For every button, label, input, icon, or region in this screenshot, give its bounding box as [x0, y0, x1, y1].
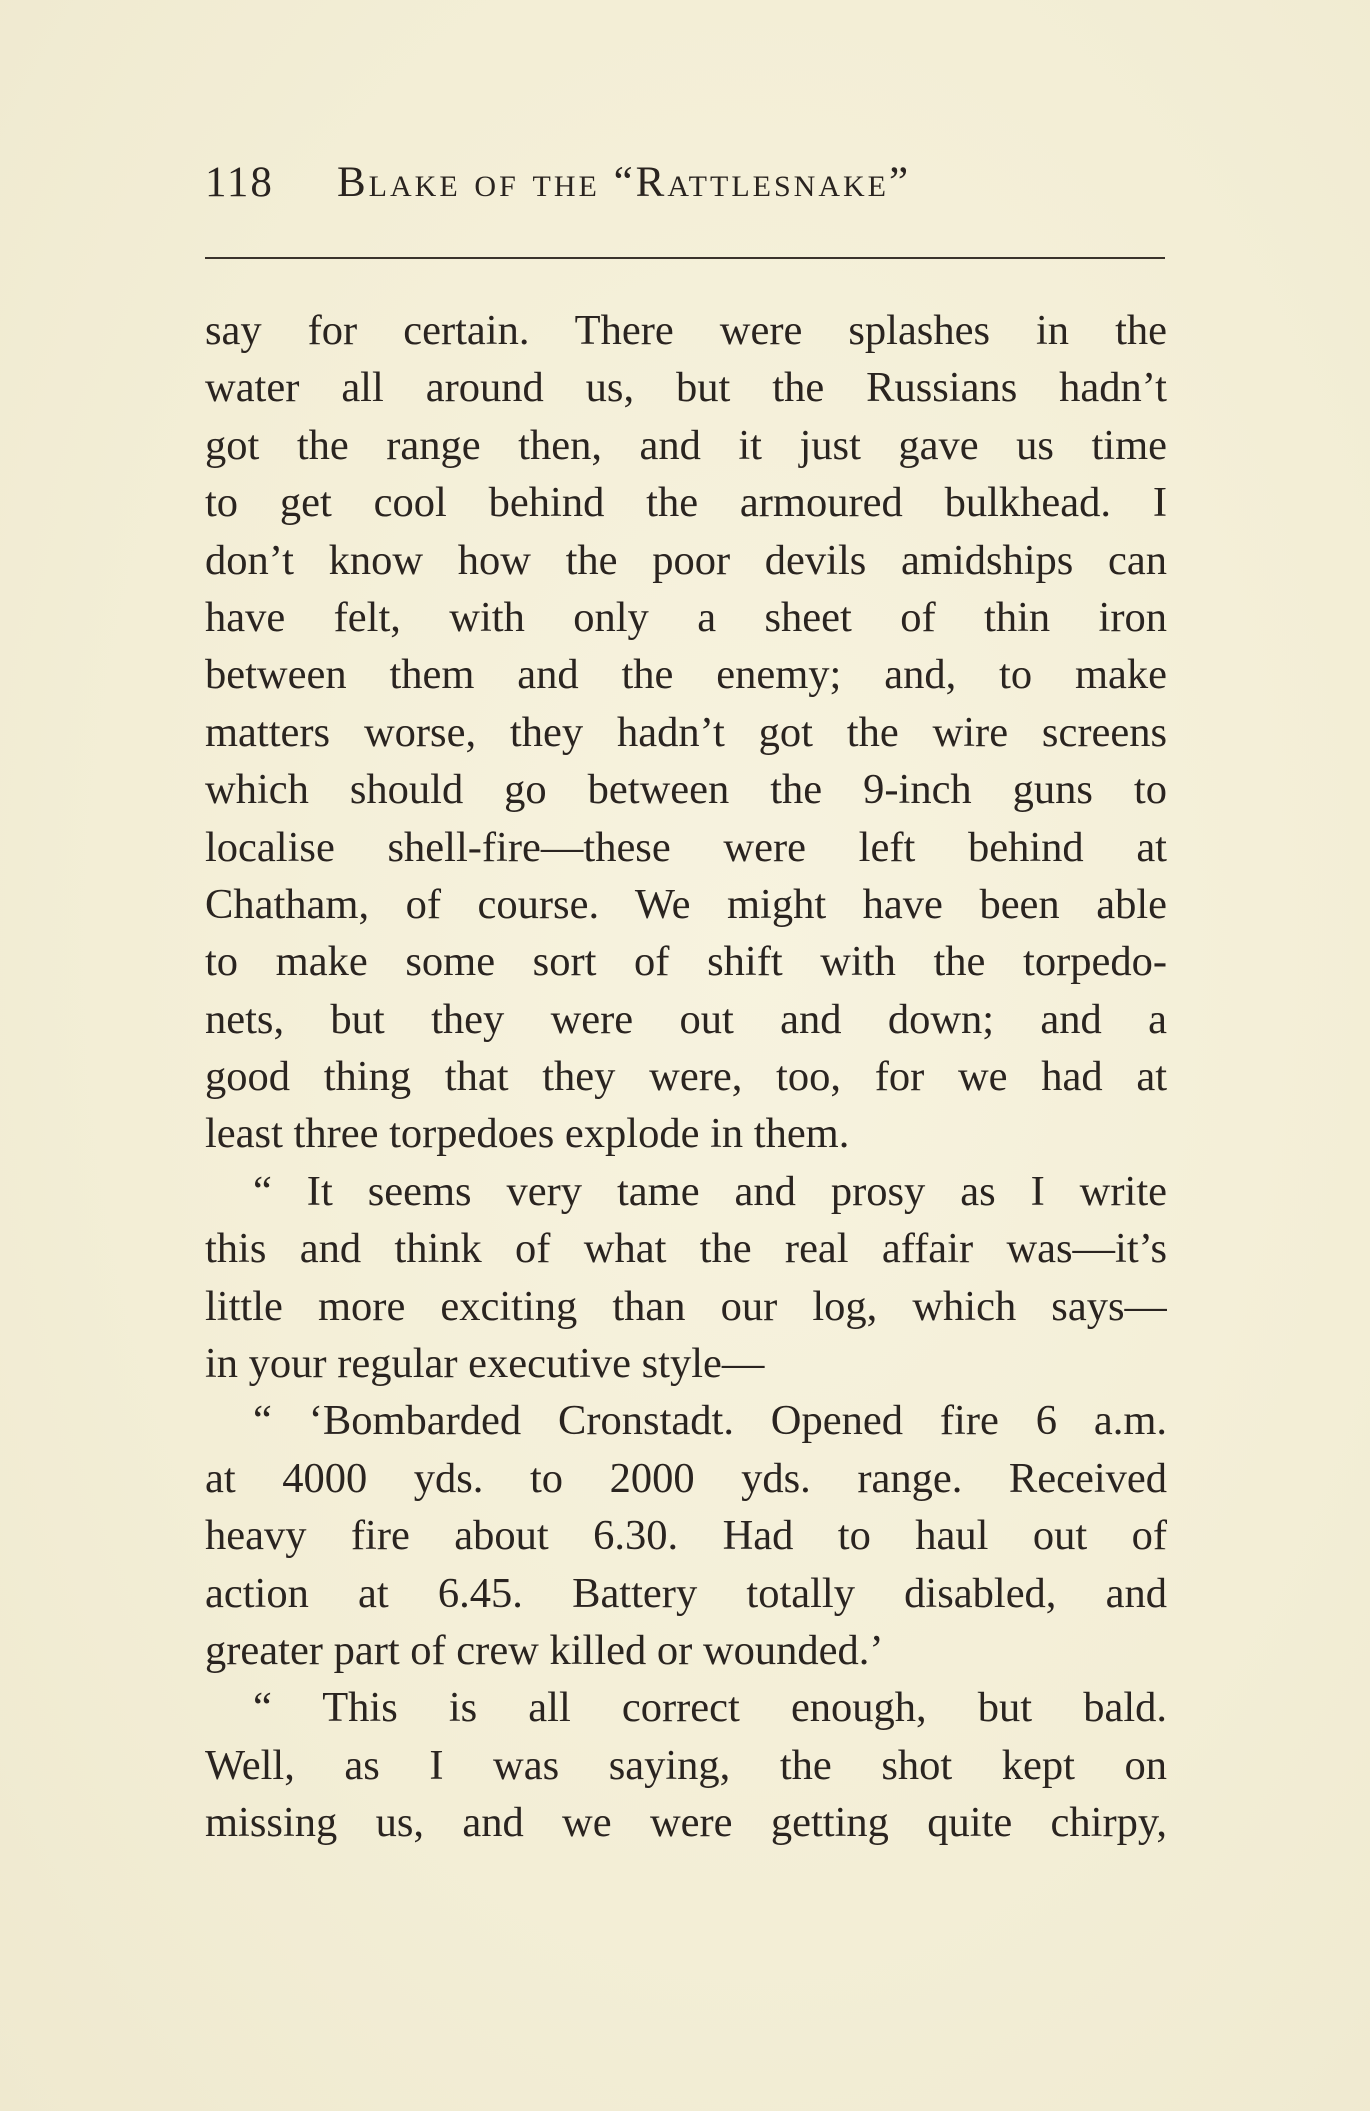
- text-line: good thing that they were, too, for we had at: [205, 1053, 1167, 1101]
- text-line: nets, but they were out and down; and a: [205, 995, 1167, 1043]
- text-line: matters worse, they hadn’t got the wire screens: [205, 708, 1167, 756]
- text-line: least three torpedoes explode in them.: [205, 1110, 850, 1158]
- text-line: missing us, and we were getting quite chirpy,: [205, 1799, 1167, 1847]
- text-line: water all around us, but the Russians hadn’t: [205, 364, 1167, 412]
- text-line: at 4000 yds. to 2000 yds. range. Received: [205, 1454, 1167, 1502]
- text-line: to make some sort of shift with the torpedo-: [205, 938, 1167, 986]
- body-text: [205, 302, 1167, 1852]
- text-line: to get cool behind the armoured bulkhead. I: [205, 479, 1167, 527]
- text-line: “ This is all correct enough, but bald.: [253, 1684, 1167, 1732]
- text-line: “ ‘Bombarded Cronstadt. Opened fire 6 a.m.: [253, 1397, 1167, 1445]
- text-line: in your regular executive style—: [205, 1340, 765, 1388]
- text-line: don’t know how the poor devils amidships can: [205, 536, 1167, 584]
- text-line: little more exciting than our log, which says—: [205, 1282, 1167, 1330]
- page-number: 118: [205, 159, 274, 206]
- text-line: greater part of crew killed or wounded.’: [205, 1626, 884, 1674]
- running-head: [205, 158, 1165, 214]
- text-line: heavy fire about 6.30. Had to haul out of: [205, 1512, 1167, 1560]
- text-line: Chatham, of course. We might have been able: [205, 880, 1167, 928]
- text-line: localise shell-fire—these were left behind at: [205, 823, 1167, 871]
- text-line: between them and the enemy; and, to make: [205, 651, 1167, 699]
- text-line: have felt, with only a sheet of thin iron: [205, 593, 1167, 641]
- header-rule: [205, 257, 1165, 259]
- text-line: which should go between the 9-inch guns to: [205, 766, 1167, 814]
- text-line: got the range then, and it just gave us time: [205, 421, 1167, 469]
- text-line: action at 6.45. Battery totally disabled, and: [205, 1569, 1167, 1617]
- text-line: Well, as I was saying, the shot kept on: [205, 1741, 1167, 1789]
- running-title: Blake of the “Rattlesnake”: [337, 159, 912, 206]
- text-line: “ It seems very tame and prosy as I write: [253, 1167, 1167, 1215]
- text-line: this and think of what the real affair was—it’s: [205, 1225, 1167, 1273]
- text-line: say for certain. There were splashes in the: [205, 307, 1167, 354]
